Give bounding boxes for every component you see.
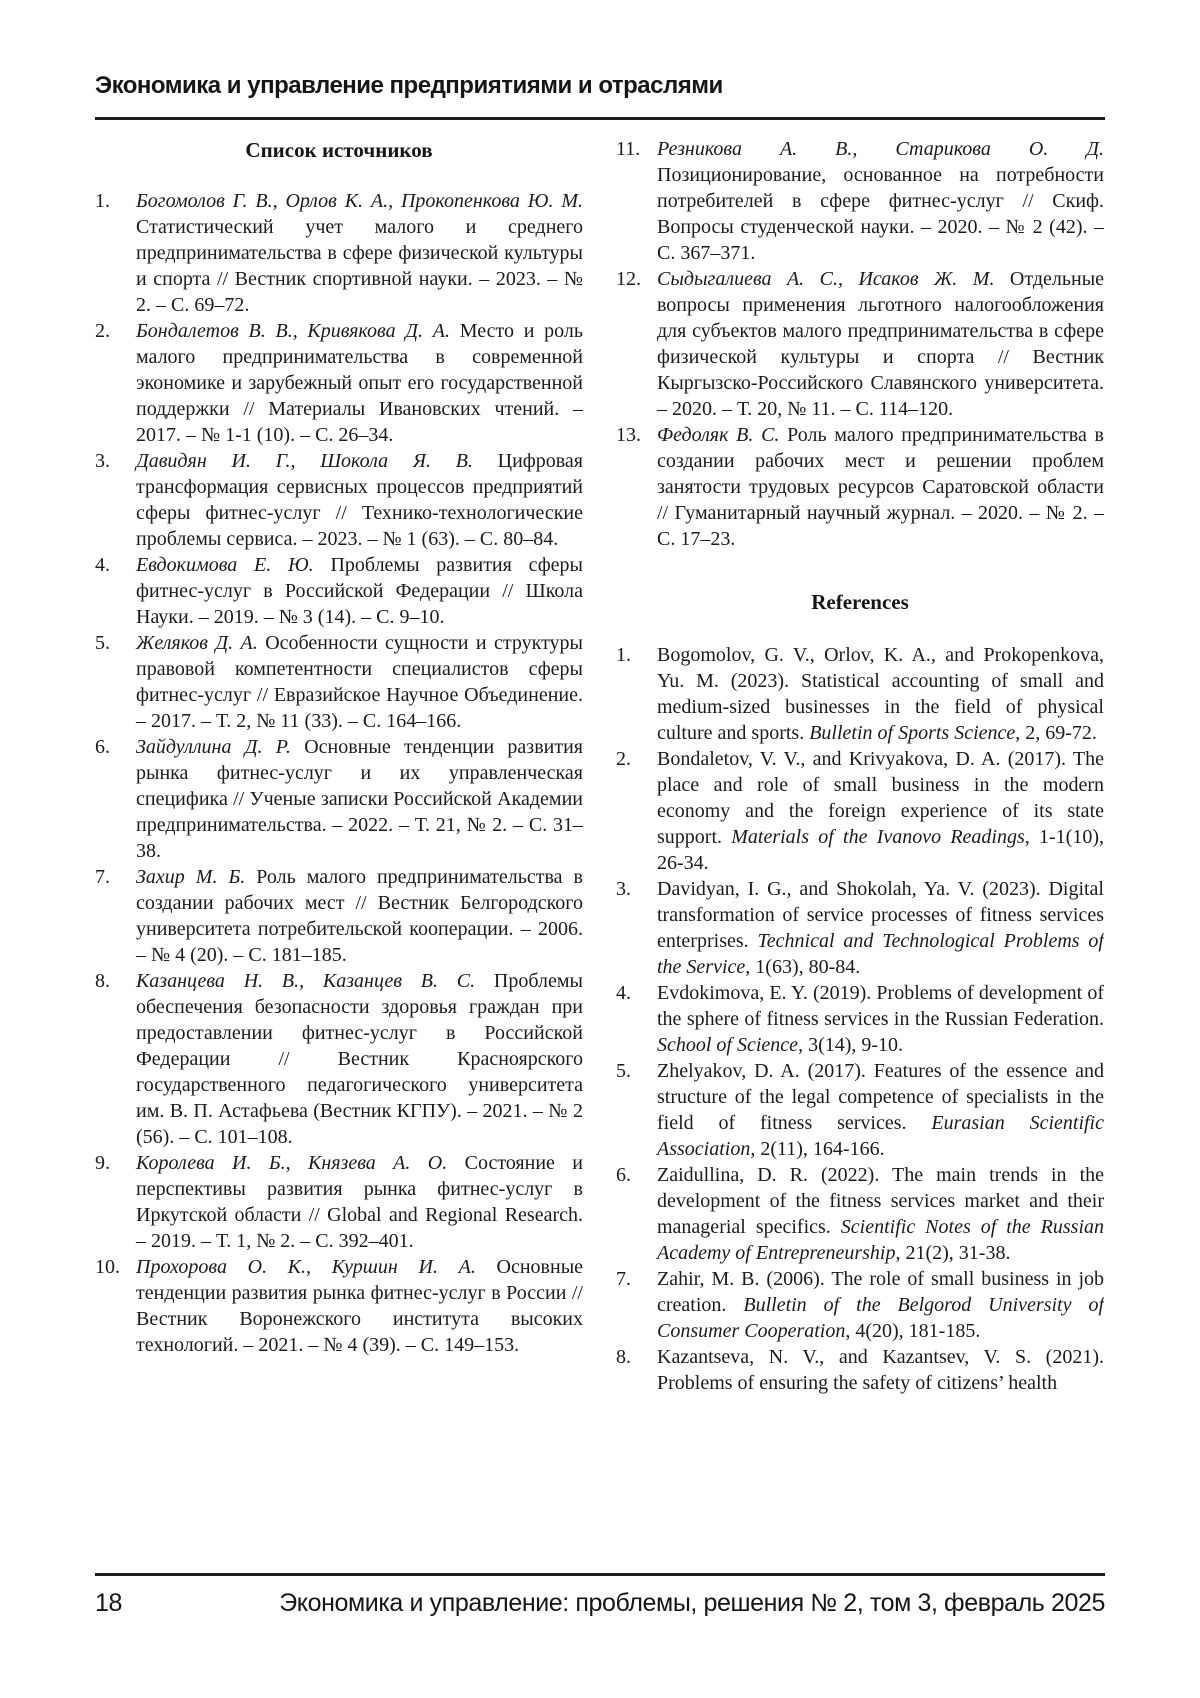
reference-text xyxy=(657,1060,1104,1160)
reference-item xyxy=(616,422,1104,552)
reference-text-italic-segment: Прохорова О. К., Куршин И. А. xyxy=(136,1256,476,1278)
reference-text xyxy=(657,1268,1104,1342)
reference-text-italic-segment: Богомолов Г. В., Орлов К. А., Прокопенкова Ю. М. xyxy=(136,190,583,212)
reference-number: 2. xyxy=(95,320,110,342)
reference-text-segment: Место и роль малого предпринимательства в современной экономике и зарубежный опыт его государственной поддержки // Материалы Ивановских чтений. – 2017. – № 1-1 (10). – С. 26–34. xyxy=(136,320,583,446)
reference-text xyxy=(657,982,1104,1056)
reference-text-segment: Проблемы обеспечения безопасности здоровья граждан при предоставлении фитнес-услуг в Российской Федерации // Вестник Красноярского государственного педагогического университета им. В. П. Астафьева (Вестник КГПУ). – 2021. – № 2 (56). – С. 101–108. xyxy=(136,970,583,1148)
reference-number: 7. xyxy=(95,866,110,888)
reference-number: 4. xyxy=(95,554,110,576)
reference-item xyxy=(616,980,1104,1058)
reference-text-italic-segment: Резникова А. В., Старикова О. Д. xyxy=(657,138,1104,160)
reference-text-segment: Роль малого предпринимательства в создании рабочих мест и решении проблем занятости трудовых ресурсов Саратовской области // Гуманитарный научный журнал. – 2020. – № 2. – С. 17–23. xyxy=(657,424,1104,550)
page-number: 18 xyxy=(95,1589,123,1617)
reference-text xyxy=(136,450,583,550)
two-column-content xyxy=(95,136,1105,1573)
reference-number: 6. xyxy=(616,1164,631,1186)
reference-text-italic-segment: School of Science xyxy=(657,1034,799,1056)
reference-text-italic-segment: Eurasian Scientific Association xyxy=(657,1112,1104,1160)
reference-text xyxy=(657,138,1104,264)
reference-text-italic-segment: Евдокимова Е. Ю. xyxy=(136,554,314,576)
reference-item xyxy=(616,1344,1104,1396)
reference-number: 3. xyxy=(616,878,631,900)
sources-list xyxy=(95,188,583,1358)
reference-text-segment: , 2(11), 164-166. xyxy=(750,1138,885,1160)
reference-text-segment: Особенности сущности и структуры правовой компетентности специалистов сферы фитнес-услуг // Евразийское Научное Объединение. – 2017. – Т. 2, № 11 (33). – С. 164–166. xyxy=(136,632,583,732)
reference-text-italic-segment: Казанцева Н. В., Казанцев В. С. xyxy=(136,970,476,992)
left-column xyxy=(95,136,583,1573)
reference-text-segment: Цифровая трансформация сервисных процессов предприятий сферы фитнес-услуг // Технико-технологические проблемы сервиса. – 2023. – № 1 (63). – С. 80–84. xyxy=(136,450,583,550)
reference-text-segment: Zhelyakov, D. A. (2017). Features of the essence and structure of the legal competence of specialists in the field of fitness services. xyxy=(657,1060,1104,1134)
reference-number: 5. xyxy=(616,1060,631,1082)
reference-text-segment: , 1-1(10), 26-34. xyxy=(657,826,1104,874)
reference-text-segment: Kazantseva, N. V., and Kazantsev, V. S. (2021). Problems of ensuring the safety of citizens’ health xyxy=(657,1346,1104,1394)
reference-text-segment: , 21(2), 31-38. xyxy=(895,1242,1011,1264)
reference-text xyxy=(657,1346,1104,1394)
header-rule xyxy=(95,117,1105,120)
reference-text xyxy=(136,554,583,628)
reference-number: 7. xyxy=(616,1268,631,1290)
reference-text-italic-segment: Bulletin of the Belgorod University of Consumer Cooperation xyxy=(657,1294,1104,1342)
reference-item xyxy=(616,136,1104,266)
reference-text xyxy=(136,1152,583,1252)
reference-text-segment: , 2, 69-72. xyxy=(1015,722,1097,744)
reference-item xyxy=(95,188,583,318)
reference-text-italic-segment: Technical and Technological Problems of the Service xyxy=(657,930,1104,978)
reference-text-segment: Zahir, M. B. (2006). The role of small business in job creation. xyxy=(657,1268,1104,1316)
reference-number: 2. xyxy=(616,748,631,770)
page-footer xyxy=(95,1589,1105,1618)
reference-number: 5. xyxy=(95,632,110,654)
reference-item xyxy=(95,1254,583,1358)
sources-list-continued xyxy=(616,136,1104,552)
reference-number: 8. xyxy=(616,1346,631,1368)
reference-number: 1. xyxy=(616,644,631,666)
reference-text xyxy=(136,970,583,1148)
reference-number: 11. xyxy=(616,138,641,160)
reference-text-segment: Статистический учет малого и среднего предпринимательства в сфере физической культуры и спорта // Вестник спортивной науки. – 2023. – № 2. – С. 69–72. xyxy=(136,216,583,316)
reference-text-segment: Davidyan, I. G., and Shokolah, Ya. V. (2023). Digital transformation of service processes of fitness services enterprises. xyxy=(657,878,1104,952)
reference-text xyxy=(136,190,583,316)
reference-text xyxy=(136,1256,583,1356)
reference-item xyxy=(616,746,1104,876)
sources-heading: Список источников xyxy=(245,138,433,162)
reference-item xyxy=(95,1150,583,1254)
reference-item xyxy=(616,266,1104,422)
reference-text-segment: Основные тенденции развития рынка фитнес-услуг в России // Вестник Воронежского института высоких технологий. – 2021. – № 4 (39). – С. 149–153. xyxy=(136,1256,583,1356)
reference-text xyxy=(136,320,583,446)
right-column xyxy=(616,136,1104,1573)
reference-item xyxy=(95,318,583,448)
references-heading: References xyxy=(811,590,909,614)
reference-text-italic-segment: Materials of the Ivanovo Readings xyxy=(731,826,1025,848)
reference-item xyxy=(95,630,583,734)
reference-item xyxy=(616,1162,1104,1266)
reference-text-italic-segment: Зайдуллина Д. Р. xyxy=(136,736,291,758)
reference-number: 10. xyxy=(95,1256,120,1278)
reference-item xyxy=(616,1266,1104,1344)
reference-number: 12. xyxy=(616,268,641,290)
reference-text-italic-segment: Желяков Д. А. xyxy=(136,632,258,654)
reference-item xyxy=(616,876,1104,980)
footer-rule xyxy=(95,1573,1105,1576)
reference-text xyxy=(657,268,1104,420)
references-list xyxy=(616,642,1104,1396)
reference-text xyxy=(657,878,1104,978)
reference-text-segment: Проблемы развития сферы фитнес-услуг в Российской Федерации // Школа Науки. – 2019. – № 3 (14). – С. 9–10. xyxy=(136,554,583,628)
reference-item xyxy=(95,448,583,552)
reference-text xyxy=(136,736,583,862)
reference-text-segment: , 4(20), 181-185. xyxy=(845,1320,981,1342)
reference-text xyxy=(657,644,1104,744)
reference-text-italic-segment: Захир М. Б. xyxy=(136,866,246,888)
reference-text xyxy=(657,1164,1104,1264)
reference-text-segment: Evdokimova, E. Y. (2019). Problems of development of the sphere of fitness services in the Russian Federation. xyxy=(657,982,1104,1030)
reference-number: 9. xyxy=(95,1152,110,1174)
reference-text-segment: Состояние и перспективы развития рынка фитнес-услуг в Иркутской области // Global and Regional Research. – 2019. – Т. 1, № 2. – С. 392–401. xyxy=(136,1152,583,1252)
reference-text-segment: Основные тенденции развития рынка фитнес-услуг и их управленческая специфика // Ученые записки Российской Академии предпринимательства. – 2022. – Т. 21, № 2. – С. 31–38. xyxy=(136,736,583,862)
reference-item xyxy=(95,552,583,630)
reference-text-segment: Позиционирование, основанное на потребности потребителей в сфере фитнес-услуг // Скиф. Вопросы студенческой науки. – 2020. – № 2 (42). – С. 367–371. xyxy=(657,164,1104,264)
reference-text-segment: Bondaletov, V. V., and Krivyakova, D. A. (2017). The place and role of small business in the modern economy and the foreign experience of its state support. xyxy=(657,748,1104,848)
reference-item xyxy=(616,642,1104,746)
reference-number: 3. xyxy=(95,450,110,472)
reference-text xyxy=(136,866,583,966)
section-header: Экономика и управление предприятиями и отраслями xyxy=(95,72,723,99)
reference-text-segment: Отдельные вопросы применения льготного налогообложения для субъектов малого предпринимательства в сфере физической культуры и спорта // Вестник Кыргызско-Российского Славянского университета. – 2020. – Т. 20, № 11. – С. 114–120. xyxy=(657,268,1104,420)
reference-text-segment: Zaidullina, D. R. (2022). The main trends in the development of the fitness services market and their managerial specifics. xyxy=(657,1164,1104,1238)
reference-text-italic-segment: Королева И. Б., Князева А. О. xyxy=(136,1152,448,1174)
reference-text-segment: Роль малого предпринимательства в создании рабочих мест // Вестник Белгородского университета потребительской кооперации. – 2006. – № 4 (20). – С. 181–185. xyxy=(136,866,583,966)
reference-number: 8. xyxy=(95,970,110,992)
reference-text-italic-segment: Федоляк В. С. xyxy=(657,424,780,446)
reference-number: 4. xyxy=(616,982,631,1004)
reference-text-italic-segment: Бондалетов В. В., Кривякова Д. А. xyxy=(136,320,450,342)
reference-text xyxy=(657,748,1104,874)
reference-number: 1. xyxy=(95,190,110,212)
reference-text xyxy=(136,632,583,732)
reference-text-italic-segment: Bulletin of Sports Science xyxy=(809,722,1016,744)
reference-item xyxy=(95,968,583,1150)
reference-text-segment: , 3(14), 9-10. xyxy=(798,1034,904,1056)
reference-text-segment: , 1(63), 80-84. xyxy=(745,956,861,978)
reference-text-italic-segment: Сыдыгалиева А. С., Исаков Ж. М. xyxy=(657,268,995,290)
reference-number: 13. xyxy=(616,424,641,446)
reference-item xyxy=(616,1058,1104,1162)
reference-number: 6. xyxy=(95,736,110,758)
reference-item xyxy=(95,734,583,864)
reference-text-italic-segment: Давидян И. Г., Шокола Я. В. xyxy=(136,450,473,472)
reference-item xyxy=(95,864,583,968)
reference-text xyxy=(657,424,1104,550)
journal-footer: Экономика и управление: проблемы, решения № 2, том 3, февраль 2025 xyxy=(279,1589,1105,1617)
reference-text-segment: Bogomolov, G. V., Orlov, K. A., and Prokopenkova, Yu. M. (2023). Statistical accounting of small and medium-sized businesses in the field of physical culture and sports. xyxy=(657,644,1104,744)
reference-text-italic-segment: Scientific Notes of the Russian Academy of Entrepreneurship xyxy=(657,1216,1104,1264)
